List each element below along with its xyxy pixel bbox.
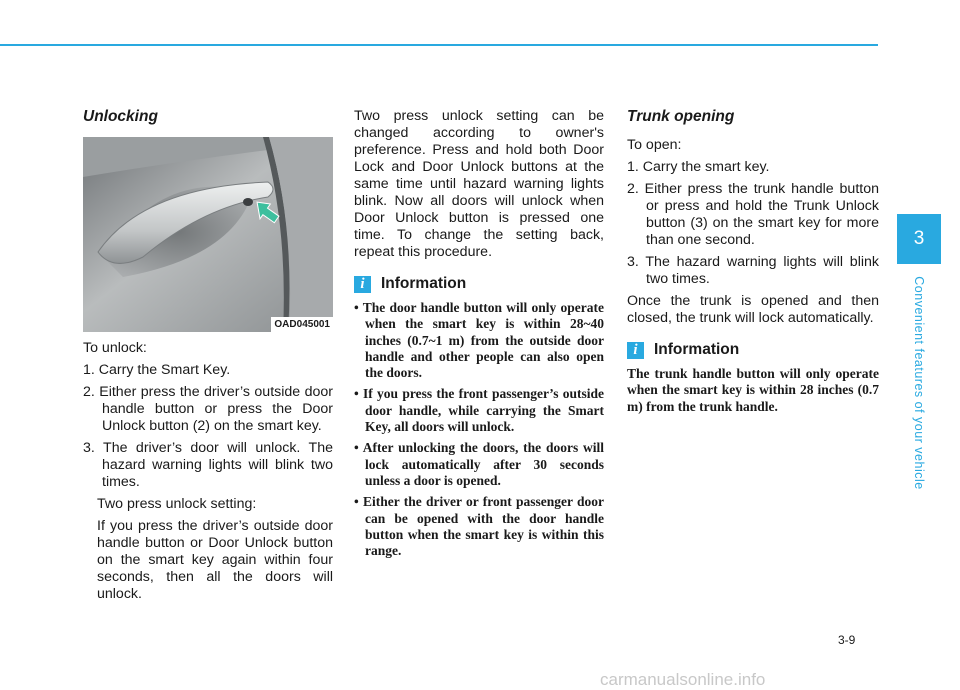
information-text: The trunk handle button will only operate when the smart key is within 28 inches (0.7 m) from the trunk handle. — [627, 366, 879, 414]
two-press-text: If you press the driver’s outside door handle button or Door Unlock button on the smart key again within four seconds, then all the doors will unlock. — [97, 518, 333, 602]
list-item: • After unlocking the doors, the doors will lock automatically after 30 seconds unless a door is opened. — [354, 440, 604, 488]
chapter-title: Convenient features of your vehicle — [912, 276, 926, 490]
figure-code: OAD045001 — [271, 317, 333, 332]
info-icon: i — [354, 276, 371, 293]
list-item: 2. Either press the driver’s outside door handle button or press the Door Unlock button (2) on the smart key. — [83, 384, 333, 434]
watermark: carmanualsonline.info — [600, 670, 766, 689]
door-handle-figure — [83, 137, 333, 332]
list-item: 2. Either press the trunk handle button or press and hold the Trunk Unlock button (3) on the smart key for more than one second. — [627, 181, 879, 248]
info-icon: i — [627, 342, 644, 359]
list-item: • Either the driver or front passenger door can be opened with the door handle button when the smart key is within this range. — [354, 494, 604, 559]
two-press-title: Two press unlock setting: — [97, 496, 257, 512]
trunk-paragraph: Once the trunk is opened and then closed, the trunk will lock automatically. — [627, 293, 879, 326]
list-item: 3. The driver’s door will unlock. The hazard warning lights will blink two times. — [83, 440, 333, 490]
page-number: 3-9 — [838, 633, 856, 647]
intro-text: To open: — [627, 137, 682, 153]
list-item: 1. Carry the smart key. — [627, 159, 770, 175]
header-rule — [0, 44, 878, 46]
information-header — [354, 275, 604, 293]
list-item: 3. The hazard warning lights will blink two times. — [627, 254, 879, 287]
section-heading: Unlocking — [83, 108, 158, 125]
list-item: • The door handle button will only operate when the smart key is within 28~40 inches (0.7~1 m) from the outside door handle and other people can also open the doors. — [354, 300, 604, 381]
intro-text: To unlock: — [83, 340, 147, 356]
information-title: Information — [654, 341, 740, 358]
list-item: 1. Carry the Smart Key. — [83, 362, 231, 378]
section-heading: Trunk opening — [627, 108, 735, 125]
information-title: Information — [381, 275, 467, 292]
door-handle-illustration — [83, 137, 333, 332]
two-press-section — [354, 108, 604, 564]
unlocking-section — [83, 108, 333, 608]
trunk-opening-section — [627, 108, 879, 415]
chapter-tab: 3 — [897, 214, 941, 264]
information-header — [627, 341, 879, 359]
list-item: • If you press the front passenger’s outside door handle, while carrying the Smart Key, all doors will unlock. — [354, 386, 604, 435]
information-list — [354, 300, 604, 559]
two-press-paragraph: Two press unlock setting can be changed according to owner's preference. Press and hold both Door Lock and Door Unlock buttons at the same time until hazard warning lights blink. Now all doors will unlock when Door Unlock button is pressed one time. To change the setting back, repeat this procedure. — [354, 108, 604, 260]
